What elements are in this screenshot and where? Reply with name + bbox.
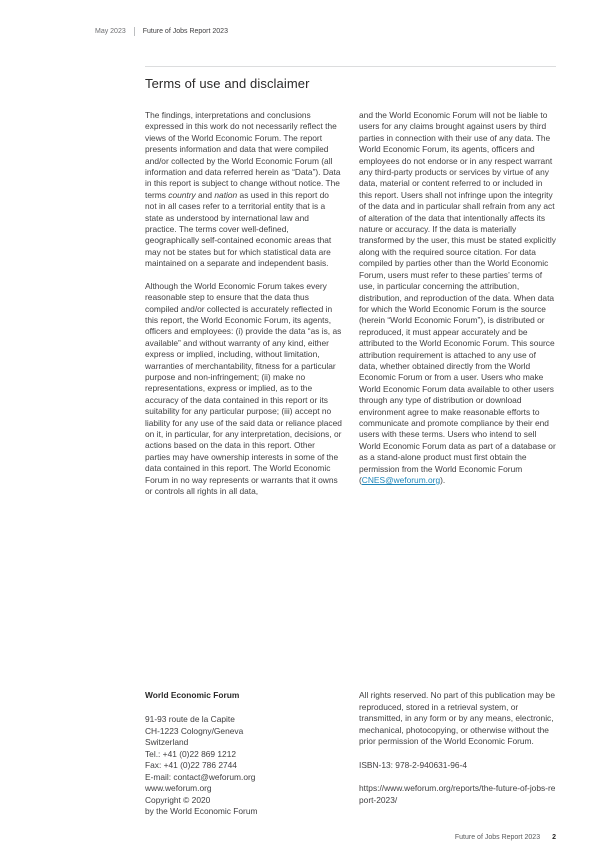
imprint-rights-block — [359, 690, 556, 818]
page-header — [95, 27, 228, 36]
address-line: 91-93 route de la Capite — [145, 714, 235, 724]
left-column — [145, 110, 342, 508]
header-report-title: Future of Jobs Report 2023 — [142, 28, 228, 35]
address-line: Fax: +41 (0)22 786 2744 — [145, 760, 237, 770]
address-line: Tel.: +41 (0)22 869 1212 — [145, 748, 237, 759]
rights-text: All rights reserved. No part of this publication may be reproduced, stored in a retrieval system, or transmitted, in any form or by any means, electronic, mechanical, photocopying, or otherwise without the prior permission of the World Economic Forum. — [359, 690, 555, 746]
header-date: May 2023 — [95, 28, 126, 35]
org-name: World Economic Forum — [145, 690, 240, 700]
address-line: E-mail: contact@weforum.org — [145, 771, 256, 782]
report-url: https://www.weforum.org/reports/the-future-of-jobs-report-2023/ — [359, 783, 556, 805]
page-number: 2 — [552, 834, 556, 841]
text-segment: as used in this report do not in all cases refer to a territorial entity that is a state as understood by international law and practice. The terms cover well-defined, geographically self-contained economic areas that may not be states but for which statistical data are maintained on a separate and independent basis. — [145, 189, 332, 269]
email-link[interactable]: CNES@weforum.org — [361, 475, 441, 485]
paragraph — [145, 110, 342, 270]
text-segment: The findings, interpretations and conclusions expressed in this work do not necessarily reflect the views of the World Economic Forum. The report presents information and data that were compiled and/or collected by the World Economic Forum (all information and data referred herein as “Data”). Data in this report is subject to change without notice. The terms — [145, 110, 341, 200]
text-segment: and — [195, 189, 215, 200]
text-segment: nation — [214, 189, 238, 200]
address-line: www.weforum.org — [145, 783, 212, 793]
address-line: by the World Economic Forum — [145, 806, 258, 816]
address-block — [145, 714, 342, 818]
text-segment: and the World Economic Forum will not be liable to users for any claims brought against users by third parties in connection with their use of any data. The World Economic Forum, its agents, officers and employees do not endorse or in any respect warrant any third-party products or services by virtue of any data, material or content referred to or included in this report. Users shall not infringe upon the integrity of the data and in particular shall refrain from any act of alteration of the data that intentionally affects its nature or accuracy. If the data is materially transformed by the user, this must be stated explicitly along with the required source citation. For data compiled by parties other than the World Economic Forum, users must refer to these parties’ terms of use, in particular concerning the attribution, distribution, and reproduction of the data. When data for which the World Economic Forum is the source (herein “World Economic Forum”), is distributed or reproduced, it must appear accurately and be attributed to the World Economic Forum. This source attribution requirement is attached to any use of data, whether obtained directly from the World Economic Forum or from a user. Users who make World Economic Forum data available to other users through any type of distribution or download environment agree to make reasonable efforts to communicate and promote compliance by their end users with these terms. Users who intend to sell World Economic Forum data as part of a database or as a stand-alone product must first obtain the permission from the World Economic Forum ( — [359, 110, 556, 485]
text-segment: ). — [440, 475, 446, 485]
imprint-section — [145, 690, 556, 818]
address-line: CH-1223 Cologny/Geneva — [145, 725, 244, 736]
paragraph — [359, 110, 556, 486]
isbn-text: ISBN-13: 978-2-940631-96-4 — [359, 759, 468, 770]
footer-report-title: Future of Jobs Report 2023 — [454, 834, 541, 841]
address-line: Switzerland — [145, 737, 189, 747]
page-footer — [455, 834, 556, 841]
paragraph: Although the World Economic Forum takes every reasonable step to ensure that the data thus compiled and/or collected is accurately reflected in this report, the World Economic Forum, its agents, officers and employees: (i) provide the data “as is, as available” and without warranty of any kind, either express or implied, including, without limitation, warranties of merchantability, fitness for a particular purpose and non-infringement; (ii) make no representations, express or implied, as to the accuracy of the data contained in this report or its suitability for any particular purpose; (iii) accept no liability for any use of the said data or reliance placed on it, in particular, for any interpretation, decisions, or actions based on the data in this report. Other parties may have ownership interests in some of the data contained in this report. The World Economic Forum in no way represents or warrants that it owns or controls all rights in all data, — [145, 280, 342, 496]
section-title: Terms of use and disclaimer — [145, 76, 310, 91]
right-column — [359, 110, 556, 508]
text-segment: country — [168, 189, 196, 200]
content-area — [145, 66, 556, 508]
address-line: Copyright © 2020 — [145, 794, 211, 805]
header-divider — [134, 27, 135, 36]
imprint-contact-block — [145, 690, 342, 818]
body-columns — [145, 110, 556, 508]
